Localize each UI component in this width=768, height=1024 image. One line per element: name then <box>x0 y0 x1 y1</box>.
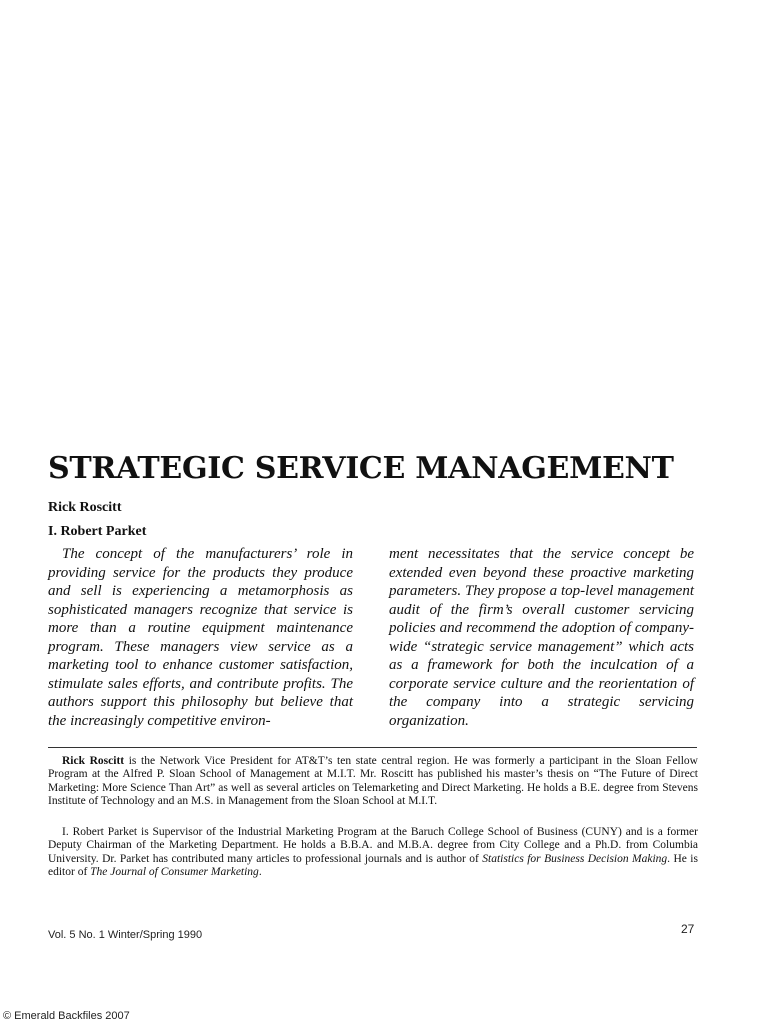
bio-author-name: I. Robert Parket <box>62 826 138 838</box>
abstract-column-1: The concept of the manufacturers’ role in providing service for the products they produce and sell is experiencing a metamorphosis as sophisticated managers recognize that service is more than a routine equipment maintenance program. These managers view service as a marketing tool to enhance customer satisfaction, stimulate sales efforts, and contribute profits. The authors support this philosophy but believe that the increasingly competitive environ- <box>48 546 353 729</box>
author-bio-1 <box>48 755 698 809</box>
author-bio-2 <box>48 826 698 880</box>
book-title: Statistics for Business Decision Making <box>482 852 668 865</box>
author-name-2: I. Robert Parket <box>48 524 147 539</box>
author-name-1: Rick Roscitt <box>48 500 122 515</box>
bio-text: is Supervisor of the Industrial Marketing Program at the Baruch College School of Business (CUNY) and is a former Deputy Chairman of the Marketing Department. He holds a B.B.A. and M.B.A. degree from City College and a Ph.D. from Columbia University. Dr. Parket has contributed many articles to professional journals and is author of <box>48 826 698 865</box>
copyright-notice: © Emerald Backfiles 2007 <box>3 1010 130 1022</box>
bio-text: . He is editor of <box>48 852 698 879</box>
footnote-divider <box>48 747 697 748</box>
volume-info: Vol. 5 No. 1 Winter/Spring 1990 <box>48 929 203 941</box>
article-title: STRATEGIC SERVICE MANAGEMENT <box>48 451 674 486</box>
abstract-column-2: ment necessitates that the service concept be extended even beyond these proactive marketing parameters. They propose a top-level management audit of the firm’s overall customer servicing policies and recommend the adoption of company-wide “strategic service management” which acts as a framework for both the inculcation of a corporate service culture and the reorientation of the company into a strategic servicing organization. <box>389 546 694 729</box>
bio-author-name: Rick Roscitt <box>62 755 125 767</box>
journal-title: The Journal of Consumer Marketing <box>90 866 259 879</box>
bio-text: . <box>258 866 262 879</box>
bio-text: is the Network Vice President for AT&T’s ten state central region. He was formerly a participant in the Sloan Fellow Program at the Alfred P. Sloan School of Management at M.I.T. Mr. Roscitt has published his master’s thesis on “The Future of Direct Marketing: More Science Than Art” as well as several articles on Telemarketing and Direct Marketing. He holds a B.E. degree from Stevens Institute of Technology and an M.S. in Management from the Sloan School at M.I.T. <box>48 755 698 808</box>
page-number: 27 <box>681 922 695 936</box>
